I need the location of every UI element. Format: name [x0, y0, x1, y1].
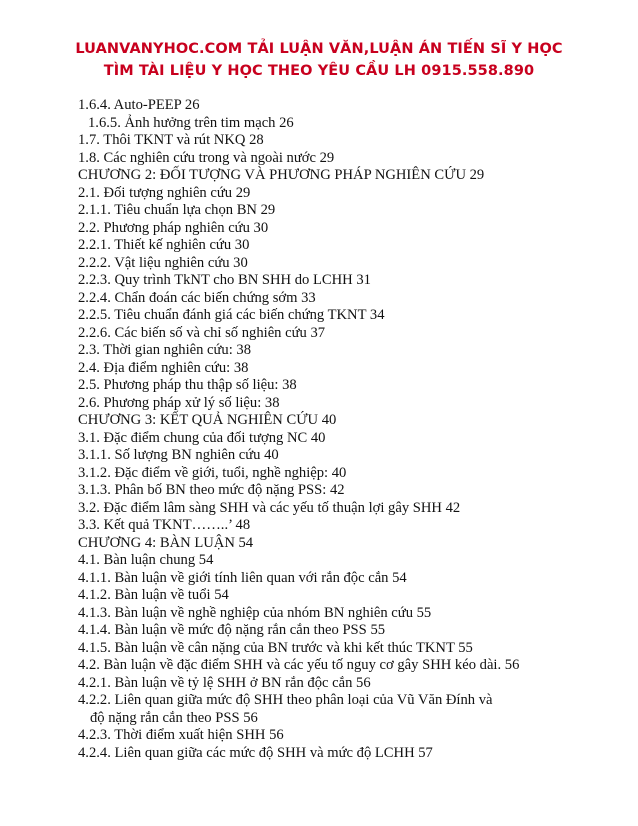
toc-entry: 3.1.2. Đặc điểm về giới, tuổi, nghề nghiệp: 40 [78, 464, 347, 481]
toc-chapter-heading: CHƯƠNG 2: ĐỐI TƯỢNG VÀ PHƯƠNG PHÁP NGHIÊN CỨU 29 [78, 167, 485, 183]
toc-entry: 4.2.2. Liên quan giữa mức độ SHH theo phân loại của Vũ Văn Đính và [78, 692, 493, 708]
toc-entry: 4.2.4. Liên quan giữa các mức độ SHH và mức độ LCHH 57 [78, 744, 433, 761]
toc-chapter-heading: CHƯƠNG 4: BÀN LUẬN 54 [78, 534, 254, 551]
table-of-contents [78, 97, 618, 762]
toc-entry: 1.7. Thôi TKNT và rút NKQ 28 [78, 132, 264, 148]
toc-entry: 4.1. Bàn luận chung 54 [78, 552, 214, 568]
toc-entry: 2.5. Phương pháp thu thập số liệu: 38 [78, 377, 297, 393]
toc-entry: 2.2.5. Tiêu chuẩn đánh giá các biến chứng TKNT 34 [78, 307, 385, 323]
header-line-2: TÌM TÀI LIỆU Y HỌC THEO YÊU CẦU LH 0915.558.890 [103, 63, 535, 79]
toc-entry: 3.3. Kết quả TKNT……..’ 48 [78, 517, 251, 533]
toc-entry: 4.2.1. Bàn luận về tỷ lệ SHH ở BN rắn độc cắn 56 [78, 674, 371, 691]
toc-entry: 2.2.6. Các biến số và chỉ số nghiên cứu 37 [78, 324, 326, 341]
toc-entry: 3.1. Đặc điểm chung của đối tượng NC 40 [78, 429, 326, 446]
toc-entry: 1.8. Các nghiên cứu trong và ngoài nước 29 [78, 149, 335, 166]
toc-entry: 4.1.1. Bàn luận về giới tính liên quan với rắn độc cắn 54 [78, 569, 407, 586]
toc-entry: 3.1.3. Phân bố BN theo mức độ nặng PSS: 42 [78, 482, 345, 498]
toc-entry: 2.2.2. Vật liệu nghiên cứu 30 [78, 254, 248, 271]
toc-entry: 3.1.1. Số lượng BN nghiên cứu 40 [78, 447, 279, 463]
toc-entry: 2.3. Thời gian nghiên cứu: 38 [78, 342, 252, 358]
toc-entry: 4.2.3. Thời điểm xuất hiện SHH 56 [78, 727, 284, 743]
toc-entry: 2.6. Phương pháp xử lý số liệu: 38 [78, 394, 280, 411]
toc-entry: 2.4. Địa điểm nghiên cứu: 38 [78, 359, 249, 376]
toc-entry: 4.1.5. Bàn luận về cân nặng của BN trước và khi kết thúc TKNT 55 [78, 639, 473, 656]
toc-entry: 3.2. Đặc điểm lâm sàng SHH và các yếu tố thuận lợi gây SHH 42 [78, 499, 461, 516]
toc-entry: 4.1.2. Bàn luận về tuổi 54 [78, 587, 229, 603]
toc-entry: 2.2.1. Thiết kế nghiên cứu 30 [78, 237, 250, 253]
toc-entry: 4.1.3. Bàn luận về nghề nghiệp của nhóm BN nghiên cứu 55 [78, 604, 432, 621]
toc-entry: 1.6.4. Auto-PEEP 26 [78, 97, 200, 113]
header-line-1: LUANVANYHOC.COM TẢI LUẬN VĂN,LUẬN ÁN TIẾN SĨ Y HỌC [75, 41, 563, 57]
toc-entry: 2.2.4. Chẩn đoán các biến chứng sớm 33 [78, 289, 316, 306]
toc-entry: 4.1.4. Bàn luận về mức độ nặng rắn cắn theo PSS 55 [78, 622, 386, 638]
toc-entry: 4.2. Bàn luận về đặc điểm SHH và các yếu tố nguy cơ gây SHH kéo dài. 56 [78, 657, 520, 673]
toc-entry: 2.2. Phương pháp nghiên cứu 30 [78, 219, 269, 236]
toc-entry-continuation: độ nặng rắn cắn theo PSS 56 [90, 709, 258, 726]
toc-entry: 1.6.5. Ảnh hưởng trên tim mạch 26 [88, 114, 294, 131]
toc-entry: 2.1.1. Tiêu chuẩn lựa chọn BN 29 [78, 202, 276, 218]
page-header [0, 38, 638, 82]
toc-entry: 2.1. Đối tượng nghiên cứu 29 [78, 184, 251, 201]
toc-chapter-heading: CHƯƠNG 3: KẾT QUẢ NGHIÊN CỨU 40 [78, 412, 337, 428]
toc-entry: 2.2.3. Quy trình TkNT cho BN SHH do LCHH 31 [78, 272, 371, 288]
